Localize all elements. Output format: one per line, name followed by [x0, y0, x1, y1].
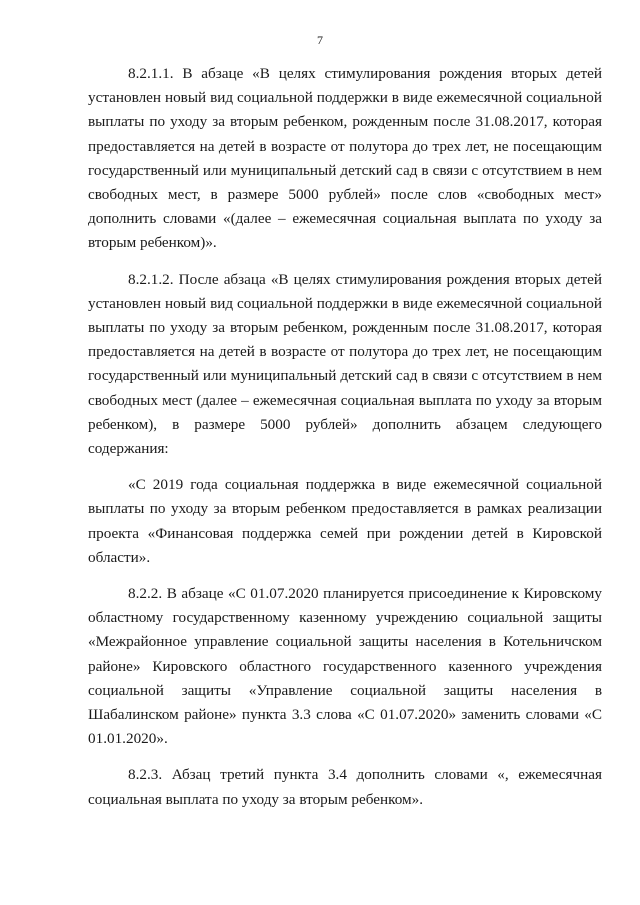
paragraph-8-2-3: 8.2.3. Абзац третий пункта 3.4 дополнить словами «, ежемесячная социальная выплата по уходу за вторым ребенком». [88, 766, 602, 808]
paragraph-8-2-1-2: 8.2.1.2. После абзаца «В целях стимулирования рождения вторых детей установлен новый вид социальной поддержки в виде ежемесячной социальной выплаты по уходу за вторым ребенком, рожденным после 31.08.2017, которая предоставляется на детей в возрасте от полутора до трех лет, не посещающим государственный или муниципальный детский сад в связи с отсутствием в нем свободных мест (далее – ежемесячная социальная выплата по уходу за вторым ребенком), в размере 5000 рублей» дополнить абзацем следующего содержания: [88, 270, 602, 458]
paragraph-8-2-2: 8.2.2. В абзаце «С 01.07.2020 планируется присоединение к Кировскому областному государственному казенному учреждению социальной защиты «Межрайонное управление социальной защиты населения в Котельничском районе» Кировского областного государственного казенного учреждения социальной защиты «Управление социальной защиты населения в Шабалинском районе» пункта 3.3 слова «С 01.07.2020» заменить словами «С 01.01.2020». [88, 585, 602, 748]
document-body [88, 62, 602, 824]
paragraph-quote-2019: «С 2019 года социальная поддержка в виде ежемесячной социальной выплаты по уходу за вторым ребенком предоставляется в рамках реализации проекта «Финансовая поддержка семей при рождении детей в Кировской области». [88, 476, 602, 566]
paragraph-8-2-1-1: 8.2.1.1. В абзаце «В целях стимулирования рождения вторых детей установлен новый вид социальной поддержки в виде ежемесячной социальной выплаты по уходу за вторым ребенком, рожденным после 31.08.2017, которая предоставляется на детей в возрасте от полутора до трех лет, не посещающим государственный или муниципальный детский сад в связи с отсутствием в нем свободных мест, в размере 5000 рублей» после слов «свободных мест» дополнить словами «(далее – ежемесячная социальная выплата по уходу за вторым ребенком)». [88, 65, 602, 252]
page-number: 7 [317, 33, 323, 47]
